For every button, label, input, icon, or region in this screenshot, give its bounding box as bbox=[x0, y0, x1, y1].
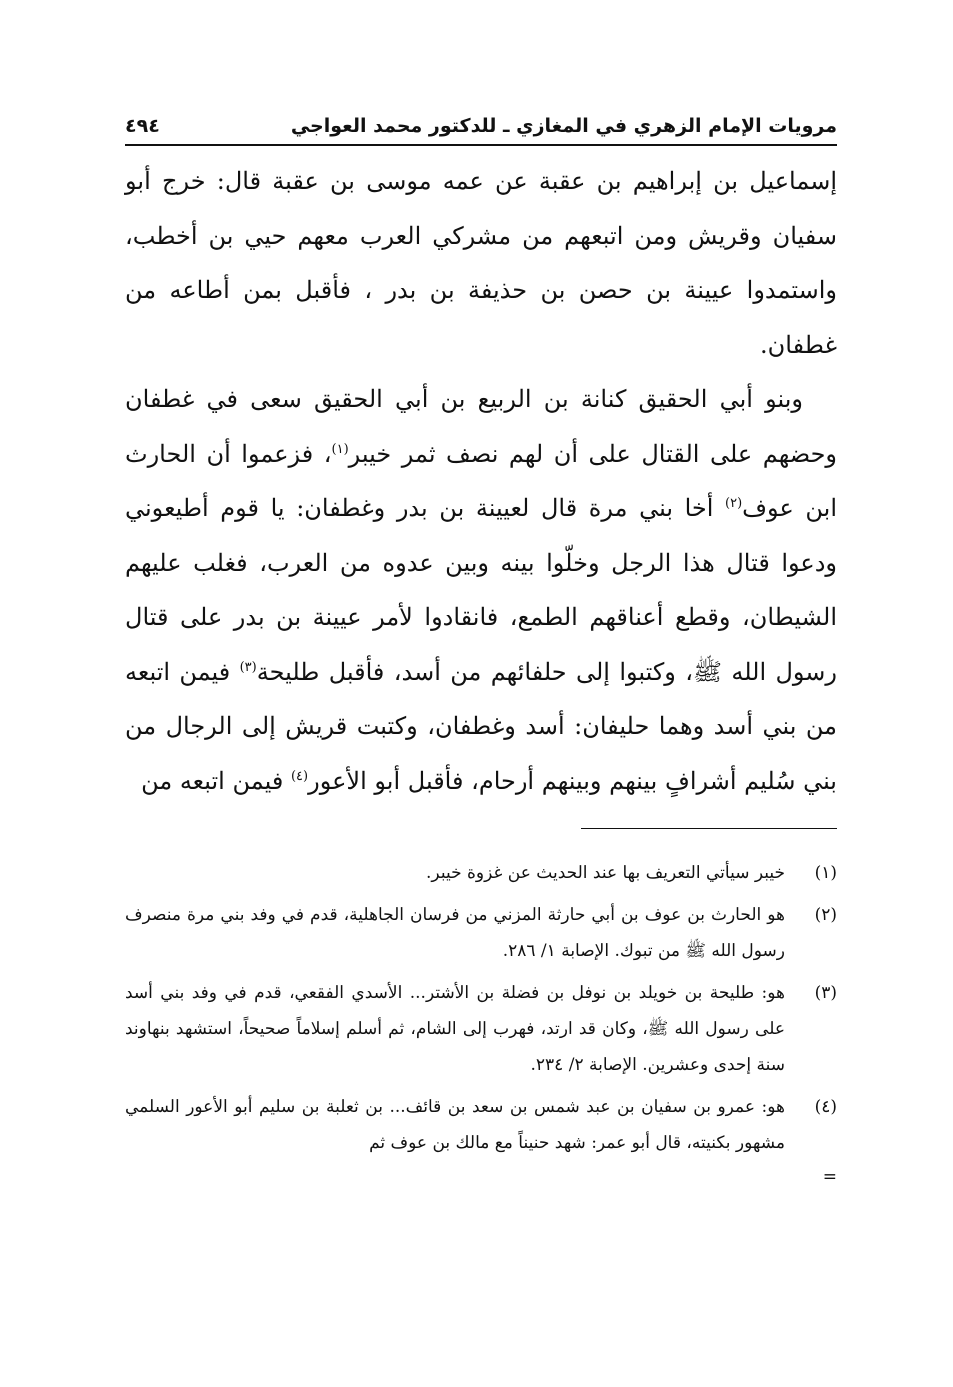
footnote-number: (١) bbox=[814, 863, 837, 883]
paragraph-1: إسماعيل بن إبراهيم بن عقبة عن عمه موسى بن عقبة قال: خرج أبو سفيان وقريش ومن اتبعهم من مشركي العرب معهم حيي بن أخطب، واستمدوا عيينة بن حصن بن حذيفة بن بدر ، فأقبل بمن أطاعه من غطفان. bbox=[125, 167, 837, 359]
footnote-number: (٢) bbox=[814, 905, 837, 925]
footnote-text: خيبر سيأتي التعريف بها عند الحديث عن غزوة خيبر. bbox=[426, 863, 785, 883]
footnote-4 bbox=[125, 1089, 837, 1161]
paragraph-2-part-3: أخا بني مرة قال لعيينة بن بدر وغطفان: يا قوم أطيعوني ودعوا قتال هذا الرجل وخلّوا بينه وبين عدوه من العرب، فغلب عليهم الشيطان، وقطع أعناقهم الطمع، فانقادوا لأمر عيينة بن بدر على قتال رسول الله ﷺ، وكتبوا إلى حلفائهم من أسد، فأقبل طليحة bbox=[125, 494, 837, 686]
paragraph-2-part-2: ، فزعموا أن الحارث ابن عوف bbox=[125, 439, 837, 522]
paragraph-2 bbox=[125, 372, 837, 808]
running-head-title: مرويات الإمام الزهري في المغازي ـ للدكتور محمد العواجي bbox=[290, 115, 837, 137]
footnote-separator bbox=[581, 828, 837, 829]
footnote-3 bbox=[125, 975, 837, 1083]
footnote-text: هو الحارث بن عوف بن أبي حارثة المزني من فرسان الجاهلية، قدم في وفد بني مرة منصرف رسول الله ﷺ من تبوك. الإصابة ١/ ٢٨٦. bbox=[125, 905, 785, 961]
paragraph-2-part-1: وبنو أبي الحقيق كنانة بن الربيع بن أبي الحقيق سعى في غطفان وحضهم على القتال على أن لهم نصف ثمر خيبر bbox=[125, 385, 837, 468]
footnote-text: هو: طليحة بن خويلد بن نوفل بن فضلة بن الأشتر... الأسدي الفقعي، قدم في وفد بني أسد على رسول الله ﷺ، وكان قد ارتد، فهرب إلى الشام، ثم أسلم إسلاماً صحيحاً، استشهد بنهاوند سنة إحدى وعشرين. الإصابة ٢/ ٢٣٤. bbox=[125, 983, 785, 1075]
paragraph-2-part-4: فيمن اتبعه من بني أسد وهما حليفان: أسد وغطفان، وكتبت قريش إلى الرجال من بني سُليم أشرافٍ بينهم وبينهم أرحام، فأقبل أبو الأعور bbox=[125, 657, 838, 795]
running-head bbox=[125, 100, 837, 144]
book-page bbox=[125, 100, 837, 1187]
footnote-ref-1: (١) bbox=[331, 441, 349, 457]
footnote-number: (٤) bbox=[814, 1097, 837, 1117]
footnote-ref-4: (٤) bbox=[290, 768, 309, 784]
continuation-mark: = bbox=[822, 1167, 837, 1187]
footnotes bbox=[125, 855, 837, 1187]
page-number: ٤٩٤ bbox=[125, 115, 160, 137]
footnote-text: هو: عمرو بن سفيان بن عبد شمس بن سعد بن قائف... بن ثعلبة بن سليم أبو الأعور السلمي مشهور بكنيته، قال أبو عمر: شهد حنيناً مع مالك بن عوف ثم bbox=[125, 1097, 785, 1153]
paragraph-2-part-5: فيمن اتبعه من bbox=[141, 766, 291, 795]
footnote-2 bbox=[125, 897, 837, 969]
footnote-number: (٣) bbox=[814, 983, 837, 1003]
footnote-1 bbox=[125, 855, 837, 891]
footnote-ref-3: (٣) bbox=[239, 659, 257, 675]
footnote-ref-2: (٢) bbox=[725, 496, 743, 511]
main-text bbox=[125, 154, 837, 808]
header-rule bbox=[125, 144, 837, 146]
